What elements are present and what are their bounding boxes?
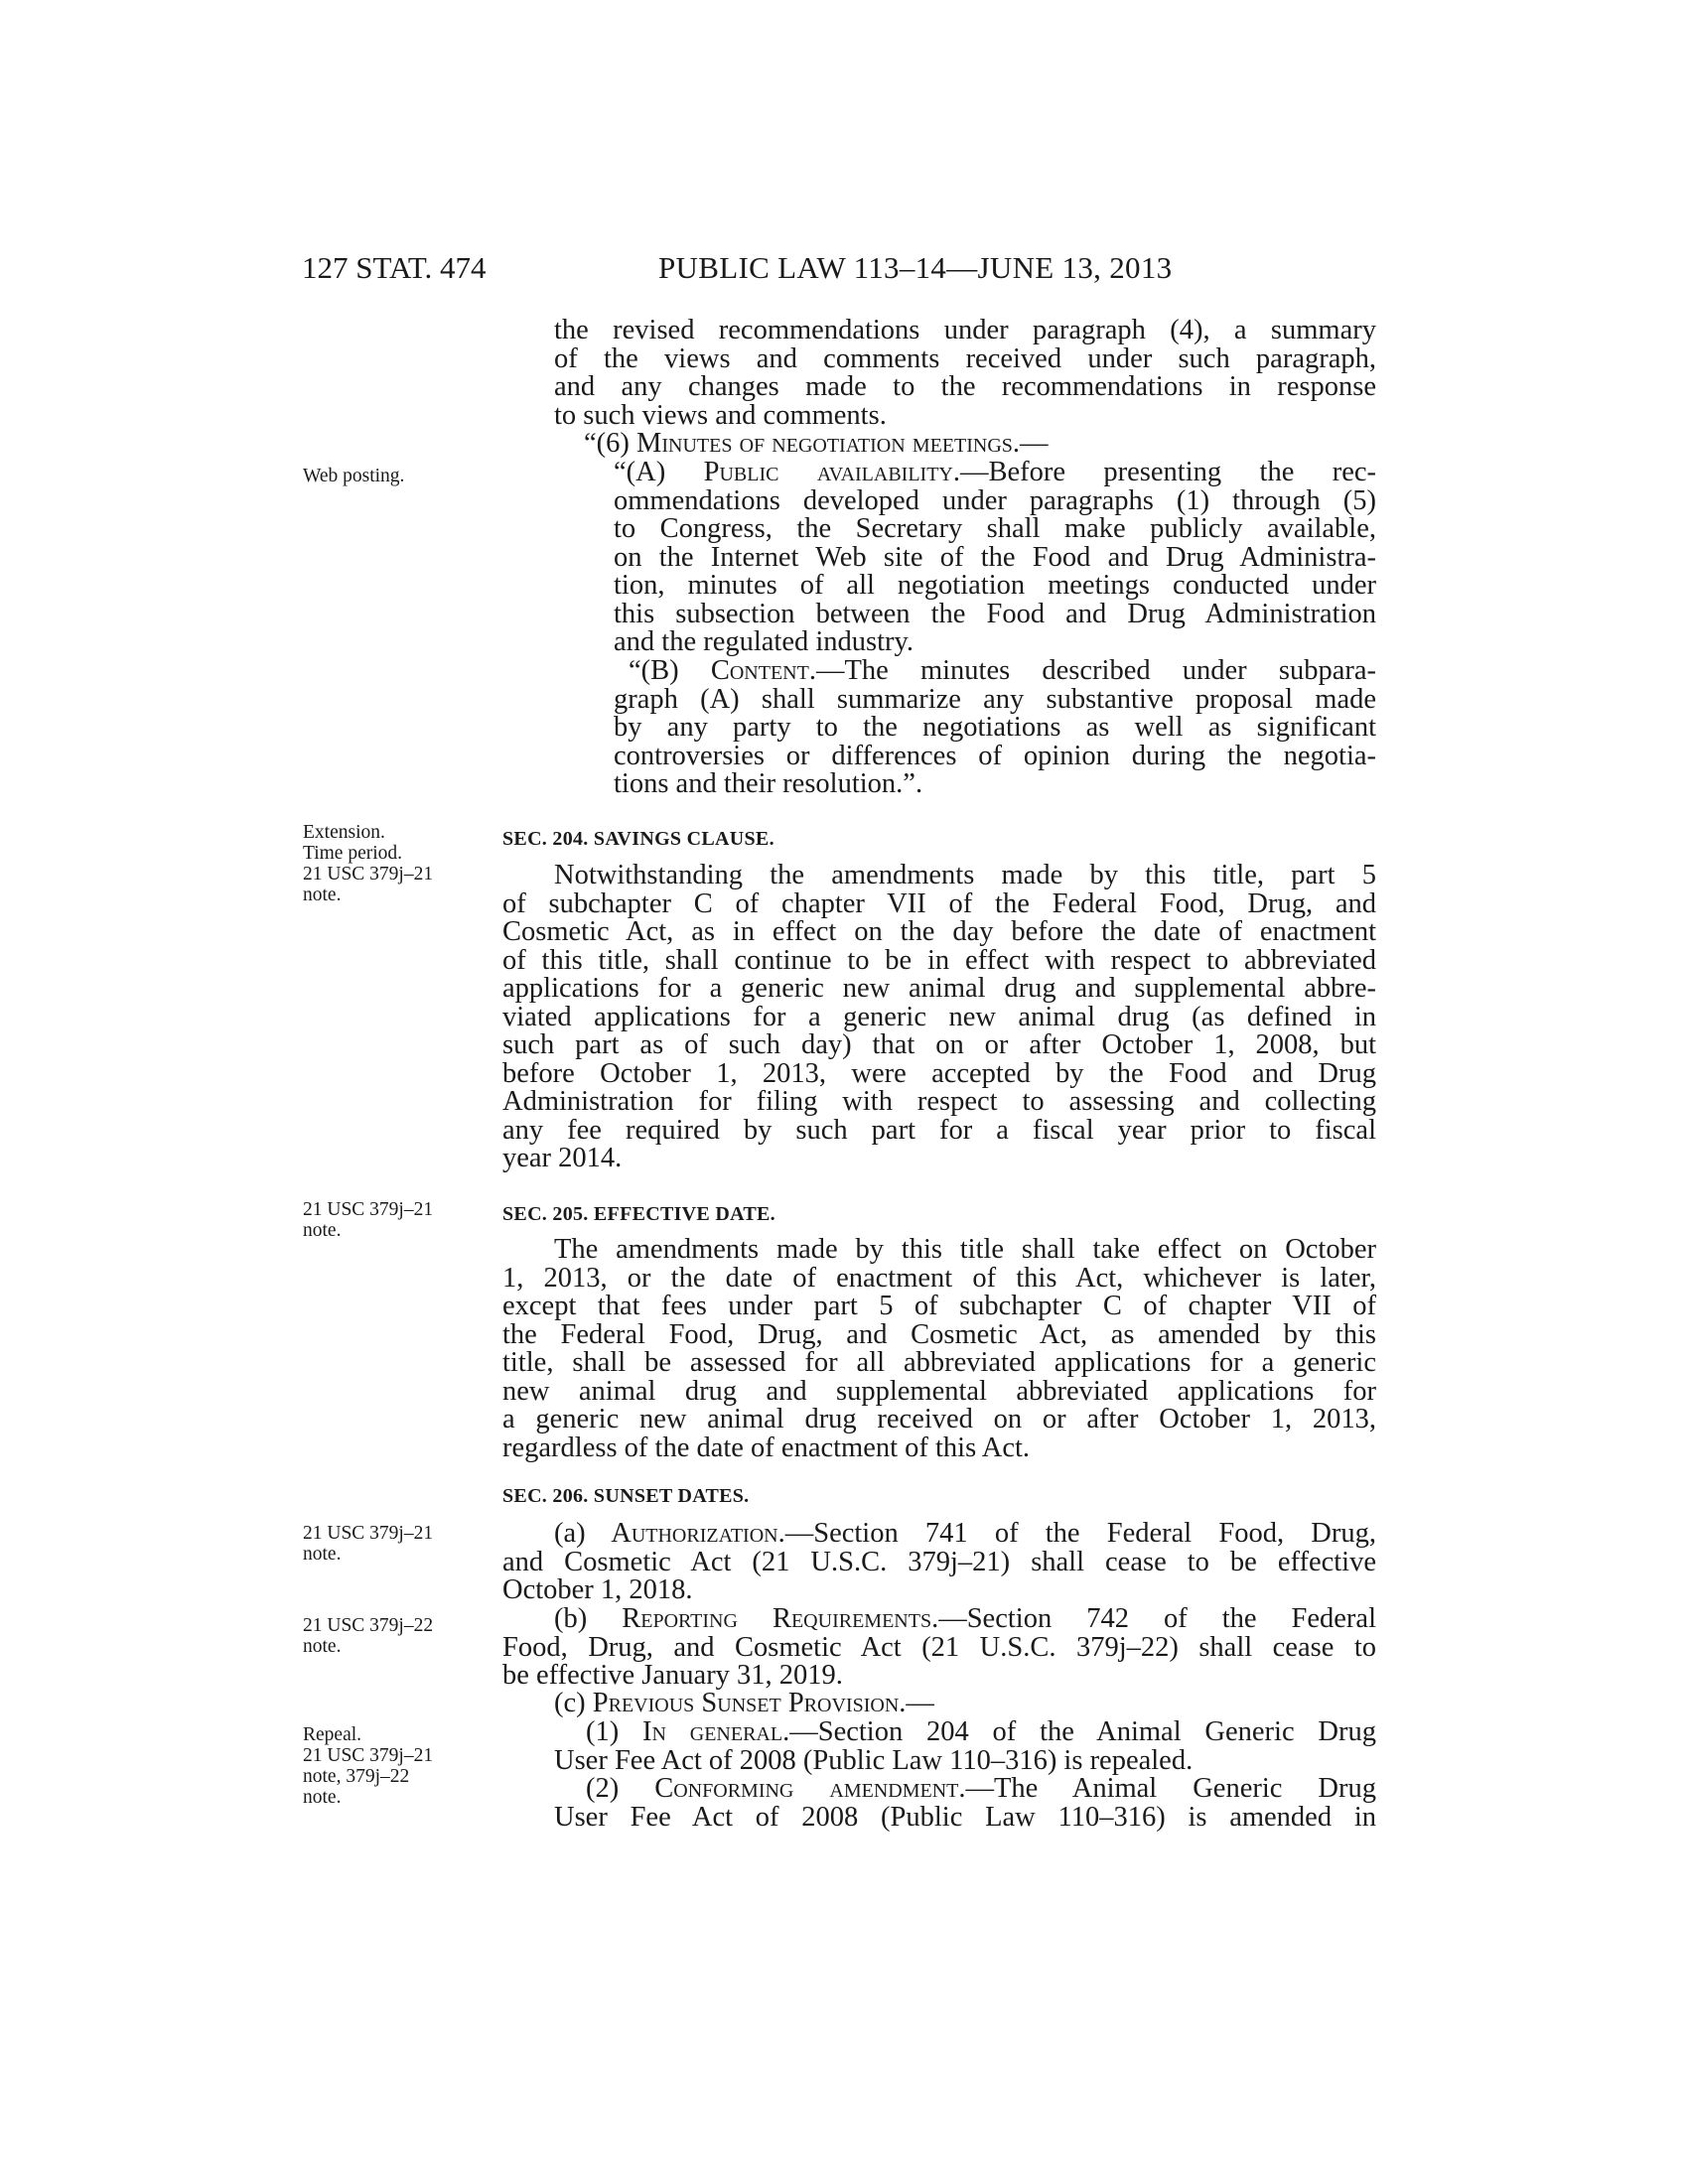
subsection-b-first-line: (b) Reporting Requirements.—Section 742 of the Federal: [554, 1605, 1376, 1634]
text-line: October 1, 2018.: [502, 1576, 693, 1605]
margin-note-usc-pair: note, 379j–22: [303, 1766, 410, 1787]
text-line: be effective January 31, 2019.: [502, 1662, 843, 1691]
paragraph-c2-first-line: (2) Conforming amendment.—The Animal Generic Drug: [586, 1775, 1376, 1804]
text-line: controversies or differences of opinion during the negotia-: [614, 742, 1376, 771]
text-line: such part as of such day) that on or after October 1, 2008, but: [502, 1031, 1376, 1060]
subsection-a-first-line: (a) Authorization.—Section 741 of the Federal Food, Drug,: [554, 1520, 1376, 1549]
section-206-heading: SEC. 206. SUNSET DATES.: [502, 1485, 750, 1507]
subparagraph-a-first-line: “(A) Public availability.—Before presenting the rec-: [614, 459, 1376, 487]
text-line: ommendations developed under paragraphs (1) through (5): [614, 486, 1376, 516]
text-line: tions and their resolution.”.: [614, 770, 923, 799]
text-line: User Fee Act of 2008 (Public Law 110–316) is amended in: [554, 1803, 1376, 1833]
text-line: the Federal Food, Drug, and Cosmetic Act, as amended by this: [502, 1320, 1376, 1350]
text-line: of the views and comments received under such paragraph,: [554, 344, 1376, 374]
text-line: by any party to the negotiations as well as significant: [614, 714, 1376, 743]
paragraph-c1-first-line: (1) In general.—Section 204 of the Animal Generic Drug: [586, 1718, 1376, 1747]
margin-note-web-posting: Web posting.: [303, 466, 405, 486]
text-line: and any changes made to the recommendations in response: [554, 373, 1376, 402]
margin-note-usc: 21 USC 379j–21: [303, 1745, 434, 1766]
text-line: graph (A) shall summarize any substantive proposal made: [614, 685, 1376, 715]
margin-note-note: note.: [303, 1787, 342, 1808]
section-204-first-line: Notwithstanding the amendments made by this title, part 5: [554, 862, 1376, 890]
text-line: on the Internet Web site of the Food and Drug Administra-: [614, 543, 1376, 573]
margin-note-usc: 21 USC 379j–21: [303, 1199, 434, 1220]
text-line: the revised recommendations under paragraph (4), a summary: [554, 317, 1376, 345]
text-line: User Fee Act of 2008 (Public Law 110–316) is repealed.: [554, 1746, 1194, 1776]
text-line: before October 1, 2013, were accepted by the Food and Drug: [502, 1059, 1376, 1089]
text-line: a generic new animal drug received on or after October 1, 2013,: [502, 1406, 1376, 1434]
text-line: of subchapter C of chapter VII of the Federal Food, Drug, and: [502, 889, 1376, 919]
section-205-first-line: The amendments made by this title shall take effect on October: [554, 1236, 1376, 1265]
subparagraph-b-first-line: “(B) Content.—The minutes described under subpara-: [629, 657, 1376, 686]
text-line: title, shall be assessed for all abbreviated applications for a generic: [502, 1349, 1376, 1378]
text-line: tion, minutes of all negotiation meetings conducted under: [614, 572, 1376, 601]
text-line: Cosmetic Act, as in effect on the day before the date of enactment: [502, 918, 1376, 947]
text-line: applications for a generic new animal drug and supplemental abbre-: [502, 975, 1376, 1004]
margin-note-note: note.: [303, 1220, 342, 1241]
text-line: and the regulated industry.: [614, 628, 914, 657]
margin-note-usc: 21 USC 379j–21: [303, 864, 434, 885]
margin-note-note: note.: [303, 1636, 342, 1657]
subsection-c-heading: (c) Previous Sunset Provision.—: [554, 1690, 934, 1718]
margin-note-note: note.: [303, 1544, 342, 1565]
text-line: any fee required by such part for a fiscal year prior to fiscal: [502, 1116, 1376, 1146]
margin-note-time-period: Time period.: [303, 843, 403, 864]
margin-note-usc: 21 USC 379j–21: [303, 1523, 434, 1544]
text-line: Administration for filing with respect to assessing and collecting: [502, 1088, 1376, 1117]
text-line: of this title, shall continue to be in effect with respect to abbreviated: [502, 946, 1376, 976]
page-stat-number: 127 STAT. 474: [302, 250, 487, 285]
text-line: 1, 2013, or the date of enactment of this Act, whichever is later,: [502, 1264, 1376, 1294]
text-line: this subsection between the Food and Drug Administration: [614, 600, 1376, 629]
text-line: new animal drug and supplemental abbreviated applications for: [502, 1377, 1376, 1407]
paragraph-6-heading: “(6) Minutes of negotiation meetings.—: [584, 430, 1049, 459]
text-line: regardless of the date of enactment of this Act.: [502, 1433, 1031, 1463]
margin-note-repeal: Repeal.: [303, 1724, 362, 1745]
text-line: to such views and comments.: [554, 401, 887, 431]
section-205-heading: SEC. 205. EFFECTIVE DATE.: [502, 1203, 775, 1225]
text-line: Food, Drug, and Cosmetic Act (21 U.S.C. 379j–22) shall cease to: [502, 1633, 1376, 1663]
margin-note-extension: Extension.: [303, 822, 385, 843]
text-line: to Congress, the Secretary shall make publicly available,: [614, 515, 1376, 544]
text-line: year 2014.: [502, 1145, 623, 1173]
margin-note-usc: 21 USC 379j–22: [303, 1615, 434, 1636]
section-204-heading: SEC. 204. SAVINGS CLAUSE.: [502, 828, 774, 850]
text-line: except that fees under part 5 of subchapter C of chapter VII of: [502, 1293, 1376, 1321]
margin-note-note: note.: [303, 885, 342, 905]
page-header-title: PUBLIC LAW 113–14—JUNE 13, 2013: [658, 250, 1173, 285]
text-line: and Cosmetic Act (21 U.S.C. 379j–21) shall cease to be effective: [502, 1548, 1376, 1577]
text-line: viated applications for a generic new animal drug (as defined in: [502, 1003, 1376, 1032]
